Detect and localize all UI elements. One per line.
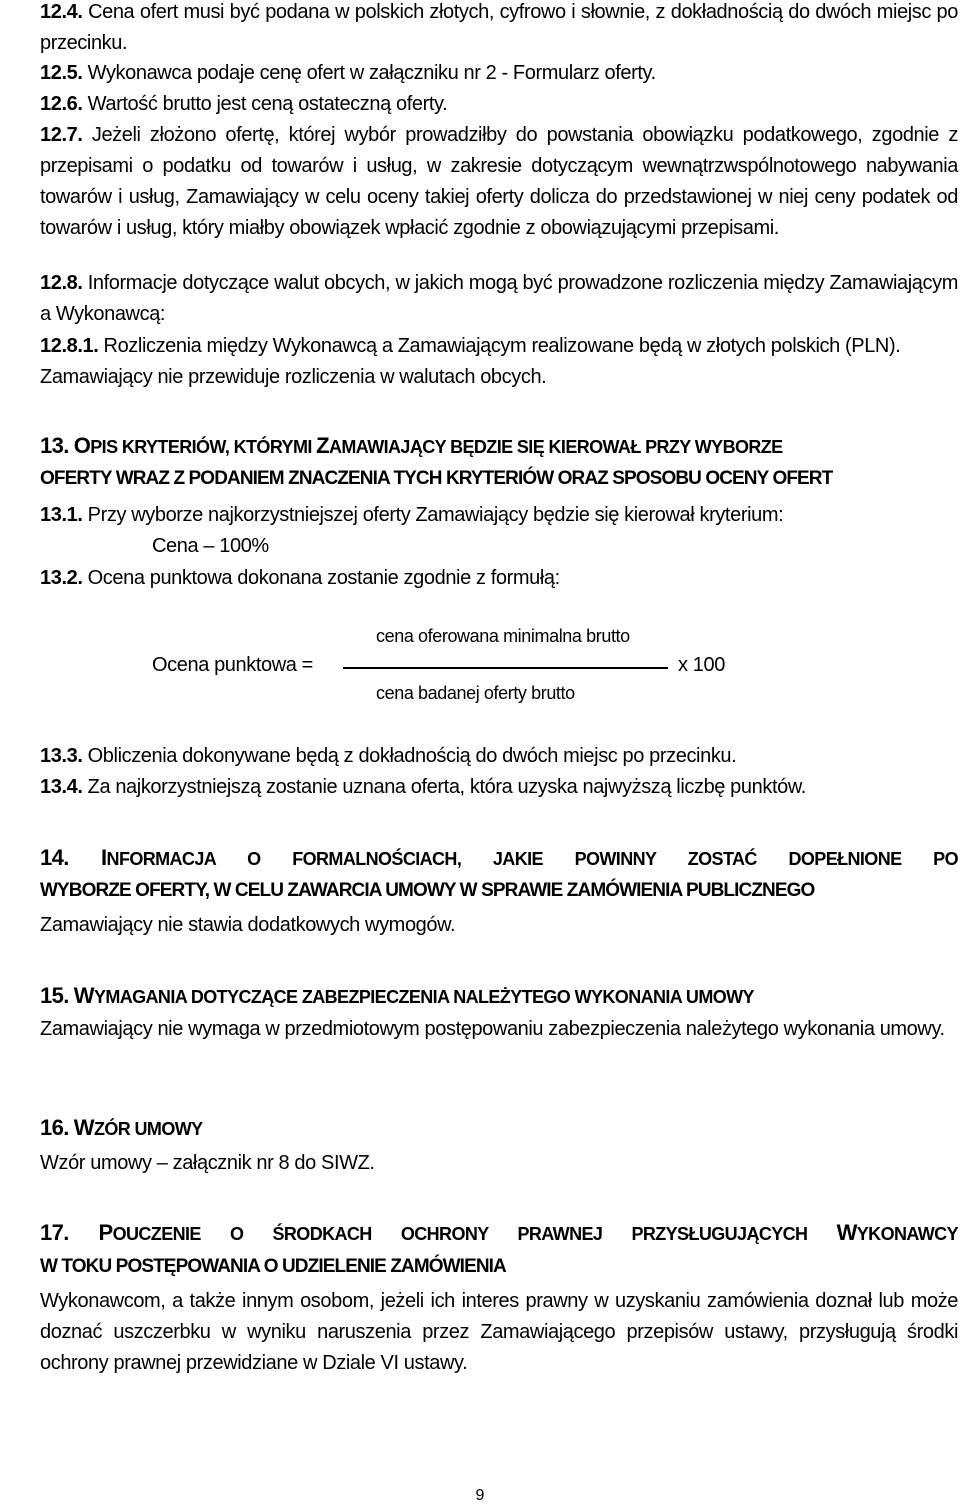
paragraph-12-8-1 (40, 331, 958, 393)
section-heading-14 (40, 840, 958, 877)
paragraph-text: Wykonawca podaje cenę ofert w załączniku nr 2 - Formularz oferty. (82, 62, 656, 84)
section-number: 15. (40, 983, 69, 1008)
paragraph-number: 12.5. (40, 62, 83, 84)
heading-text: AMAWIAJĄCY BĘDZIE SIĘ KIEROWAŁ PRZY WYBORZE (329, 437, 783, 457)
criterion-price: Cena – 100% (152, 535, 269, 557)
paragraph-text: Za najkorzystniejszą zostanie uznana oferta, która uzyska najwyższą liczbę punktów. (82, 776, 806, 798)
paragraph-12-6 (40, 89, 958, 120)
fraction-line (343, 667, 668, 669)
formula-numerator: cena oferowana minimalna brutto (376, 626, 630, 646)
paragraph-13-4 (40, 772, 958, 803)
heading-initial: W (73, 983, 94, 1008)
paragraph-text: Cena ofert musi być podana w polskich złotych, cyfrowo i słownie, z dokładnością do dwóch miejsc po przecinku. (40, 1, 958, 54)
paragraph-12-4 (40, 0, 958, 59)
heading-initial: I (101, 845, 107, 870)
paragraph-text: Wartość brutto jest ceną ostateczną oferty. (82, 93, 448, 115)
section-number: 16. (40, 1115, 69, 1140)
formula-multiplier: x 100 (678, 654, 725, 676)
paragraph-number: 12.8. (40, 272, 83, 294)
paragraph-number: 12.7. (40, 124, 83, 146)
heading-text: YMAGANIA DOTYCZĄCE ZABEZPIECZENIA NALEŻYTEGO WYKONANIA UMOWY (93, 987, 754, 1007)
paragraph-number: 13.2. (40, 567, 83, 589)
formula-label: Ocena punktowa = (152, 654, 313, 676)
section-number: 14. (40, 845, 69, 870)
paragraph-13-3 (40, 741, 958, 772)
paragraph-number: 13.4. (40, 776, 83, 798)
paragraph-text: Ocena punktowa dokonana zostanie zgodnie z formułą: (82, 567, 560, 589)
heading-text: ZÓR UMOWY (93, 1119, 203, 1139)
heading-text: NFORMACJA O FORMALNOŚCIACH, JAKIE POWINNY ZOSTAĆ DOPEŁNIONE PO (106, 849, 958, 869)
section-17-text: Wykonawcom, a także innym osobom, jeżeli ich interes prawny w uzyskaniu zamówienia doznał lub może doznać uszczerbku w wyniku naruszenia przez Zamawiającego przepisów ustawy, przysługują środki ochrony prawnej przewidziane w Dziale VI ustawy. (40, 1290, 958, 1374)
paragraph-number: 13.1. (40, 504, 83, 526)
heading-text: OUCZENIE O ŚRODKACH OCHRONY PRAWNEJ PRZYSŁUGUJĄCYCH (112, 1224, 837, 1244)
section-16-text: Wzór umowy – załącznik nr 8 do SIWZ. (40, 1152, 375, 1174)
paragraph-number: 12.6. (40, 93, 83, 115)
heading-initial: W (73, 1115, 94, 1140)
paragraph-text: Informacje dotyczące walut obcych, w jakich mogą być prowadzone rozliczenia między Zamawiającym a Wykonawcą: (40, 272, 958, 325)
paragraph-13-2 (40, 563, 958, 594)
section-heading-17-line2: W TOKU POSTĘPOWANIA O UDZIELENIE ZAMÓWIENIA (40, 1256, 506, 1277)
section-heading-14-line2: WYBORZE OFERTY, W CELU ZAWARCIA UMOWY W SPRAWIE ZAMÓWIENIA PUBLICZNEGO (40, 880, 815, 901)
paragraph-12-5 (40, 58, 958, 89)
section-number: 17. (40, 1220, 69, 1245)
paragraph-13-1 (40, 500, 958, 531)
section-heading-17 (40, 1215, 958, 1252)
section-14-text: Zamawiający nie stawia dodatkowych wymogów. (40, 914, 456, 936)
paragraph-number: 12.8.1. (40, 335, 99, 357)
formula-denominator: cena badanej oferty brutto (376, 683, 575, 703)
paragraph-number: 13.3. (40, 745, 83, 767)
heading-text: PIS KRYTERIÓW, KTÓRYMI (90, 437, 317, 457)
paragraph-text: Jeżeli złożono ofertę, której wybór prowadziłby do powstania obowiązku podatkowego, zgodnie z przepisami o podatku od towarów i usług, w zakresie dotyczącym wewnątrzwspólnotowego nabywania towarów i usług, Zamawiający w celu oceny takiej oferty dolicza do przedstawionej w niej ceny podatek od towarów i usług, który miałby obowiązek wpłacić zgodnie z obowiązującymi przepisami. (40, 124, 958, 239)
paragraph-number: 12.4. (40, 1, 83, 23)
section-heading-15 (40, 978, 958, 1015)
heading-initial: Z (316, 433, 330, 458)
heading-text: YKONAWCY (856, 1224, 958, 1244)
paragraph-text: Rozliczenia między Wykonawcą a Zamawiającym realizowane będą w złotych polskich (PLN). Zamawiający nie przewiduje rozliczenia w walutach obcych. (40, 335, 901, 388)
heading-initial: P (98, 1220, 113, 1245)
heading-initial: W (836, 1220, 857, 1245)
section-heading-13-line2: OFERTY WRAZ Z PODANIEM ZNACZENIA TYCH KRYTERIÓW ORAZ SPOSOBU OCENY OFERT (40, 468, 833, 489)
section-15-text: Zamawiający nie wymaga w przedmiotowym postępowaniu zabezpieczenia należytego wykonania umowy. (40, 1018, 945, 1040)
paragraph-12-8 (40, 268, 958, 330)
paragraph-12-7 (40, 120, 958, 244)
section-number: 13. (40, 433, 69, 458)
section-heading-16 (40, 1110, 958, 1147)
paragraph-text: Przy wyborze najkorzystniejszej oferty Zamawiający będzie się kierował kryterium: (82, 504, 784, 526)
heading-initial: O (73, 433, 91, 458)
page-number: 9 (475, 1487, 485, 1504)
paragraph-text: Obliczenia dokonywane będą z dokładnością do dwóch miejsc po przecinku. (82, 745, 737, 767)
section-heading-13 (40, 428, 958, 465)
